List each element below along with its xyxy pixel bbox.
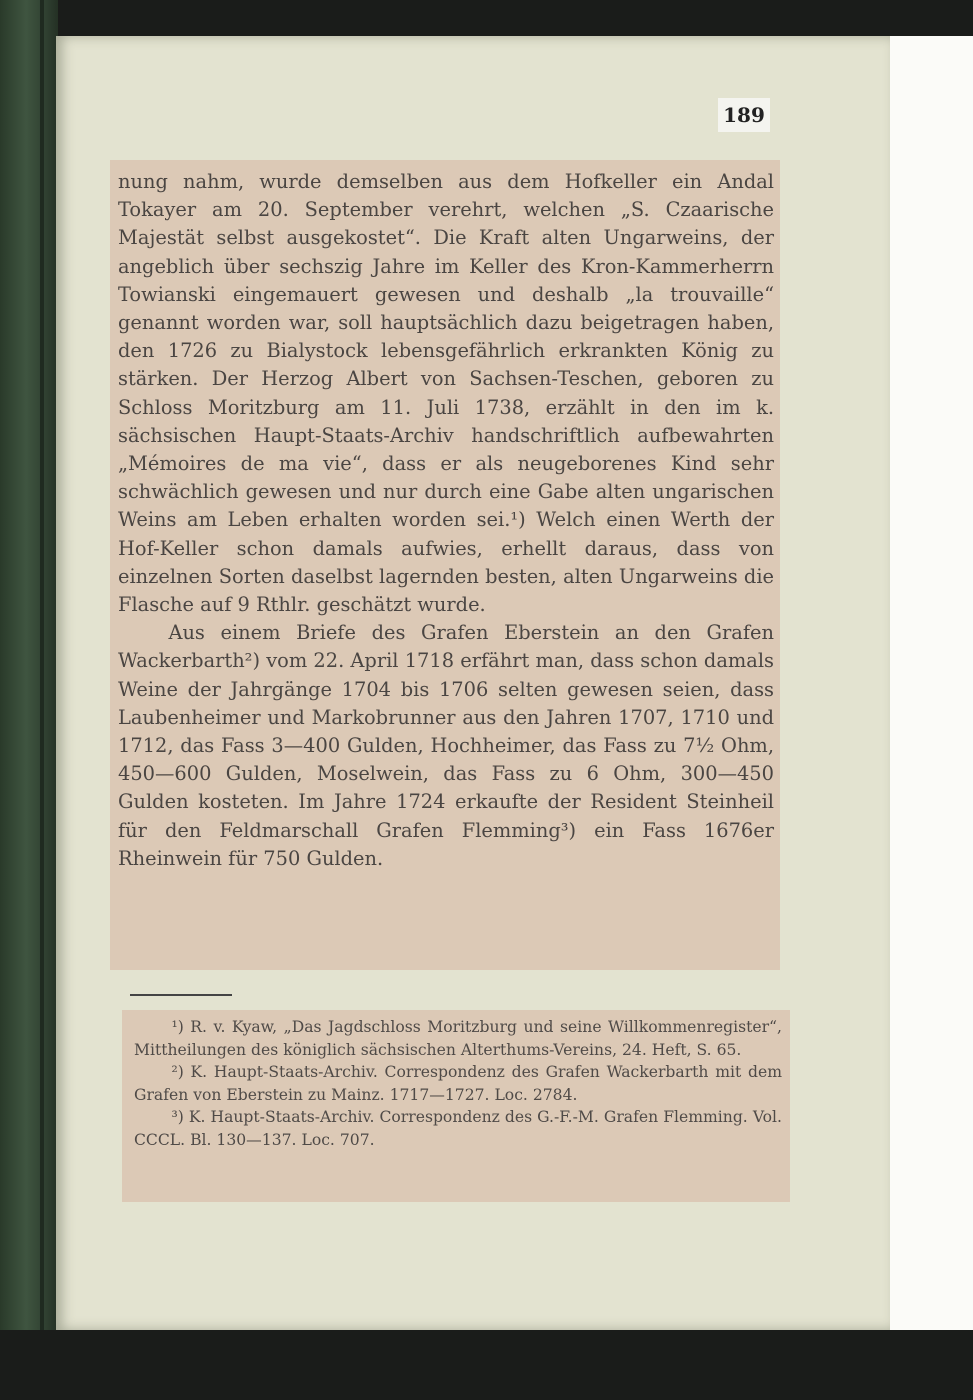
main-text-region	[110, 160, 780, 970]
footnote-2: ²) K. Haupt-Staats-Archiv. Correspondenz des Grafen Wackerbarth mit dem Grafen von Eberstein zu Mainz. 1717—1727. Loc. 2784.	[134, 1063, 782, 1104]
book-spine	[0, 0, 58, 1330]
scan-margin-right	[890, 36, 973, 1330]
footnote-1: ¹) R. v. Kyaw, „Das Jagdschloss Moritzburg und seine Willkommenregister“, Mittheilungen des königlich sächsischen Alterthums-Vereins, 24. Heft, S. 65.	[134, 1018, 782, 1059]
spine-gutter-line	[40, 0, 44, 1330]
footnote-separator-rule	[130, 994, 232, 996]
main-paragraph-2: Aus einem Briefe des Grafen Eberstein an den Grafen Wackerbarth²) vom 22. April 1718 erfährt man, dass schon damals Weine der Jahrgänge 1704 bis 1706 selten gewesen seien, dass Laubenheimer und Markobrunner aus den Jahren 1707, 1710 und 1712, das Fass 3—400 Gulden, Hochheimer, das Fass zu 7½ Ohm, 450—600 Gulden, Moselwein, das Fass zu 6 Ohm, 300—450 Gulden kosteten. Im Jahre 1724 erkaufte der Resident Steinheil für den Feldmarschall Grafen Flemming³) ein Fass 1676er Rheinwein für 750 Gulden.	[118, 621, 774, 870]
footnote-3: ³) K. Haupt-Staats-Archiv. Correspondenz des G.-F.-M. Grafen Flemming. Vol. CCCL. Bl. 130—137. Loc. 707.	[134, 1108, 782, 1149]
page-number: 189	[718, 98, 770, 132]
footnotes-region	[122, 1010, 790, 1202]
main-paragraph-1: nung nahm, wurde demselben aus dem Hofkeller ein Andal Tokayer am 20. September verehrt, welchen „S. Czaarische Majestät selbst ausgekostet“. Die Kraft alten Ungarweins, der angeblich über sechszig Jahre im Keller des Kron-Kammerherrn Towianski eingemauert gewesen und deshalb „la trouvaille“ genannt worden war, soll hauptsächlich dazu beigetragen haben, den 1726 zu Bialystock lebensgefährlich erkrankten König zu stärken. Der Herzog Albert von Sachsen-Teschen, geboren zu Schloss Moritzburg am 11. Juli 1738, erzählt in den im k. sächsischen Haupt-Staats-Archiv handschriftlich aufbewahrten „Mémoires de ma vie“, dass er als neugeborenes Kind sehr schwächlich gewesen und nur durch eine Gabe alten ungarischen Weins am Leben erhalten worden sei.¹) Welch einen Werth der Hof-Keller schon damals aufwies, erhellt daraus, dass von einzelnen Sorten daselbst lagernden besten, alten Ungarweins die Flasche auf 9 Rthlr. geschätzt wurde.	[118, 170, 774, 617]
scan-background-bottom	[0, 1330, 973, 1400]
